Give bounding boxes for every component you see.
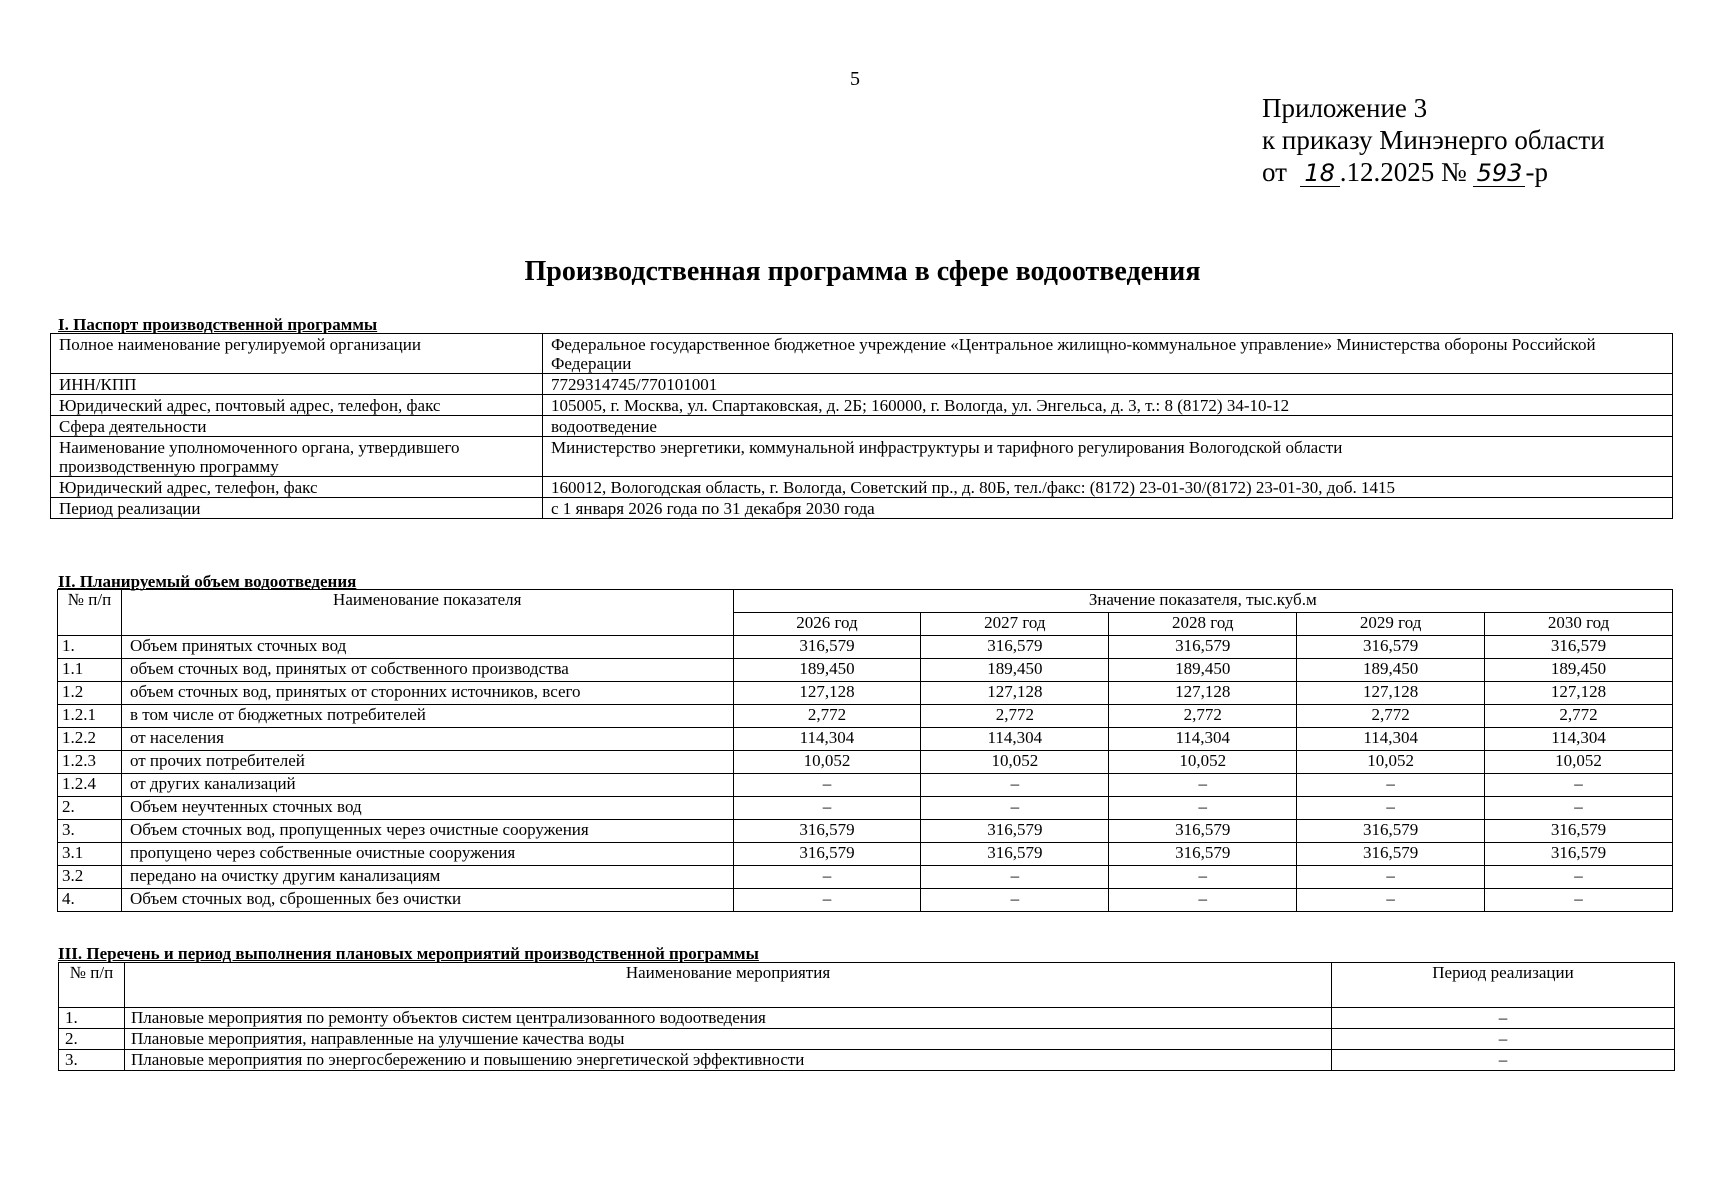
appendix-header bbox=[1262, 92, 1605, 188]
volume-value-cell: 127,128 bbox=[1297, 682, 1485, 705]
appendix-line2: к приказу Минэнерго области bbox=[1262, 125, 1605, 155]
volume-row-name: Объем сточных вод, пропущенных через очистные сооружения bbox=[121, 820, 733, 843]
volume-row bbox=[58, 705, 1673, 728]
volume-value-cell: 316,579 bbox=[1109, 820, 1297, 843]
passport-row bbox=[51, 498, 1673, 519]
volume-value-cell: 127,128 bbox=[921, 682, 1109, 705]
volume-value-cell: – bbox=[733, 797, 921, 820]
volume-value-cell: 316,579 bbox=[1485, 843, 1673, 866]
passport-label: Юридический адрес, телефон, факс bbox=[51, 477, 543, 498]
volume-year-header: 2027 год bbox=[921, 613, 1109, 636]
volume-row bbox=[58, 751, 1673, 774]
volume-table bbox=[57, 589, 1673, 912]
volume-value-cell: – bbox=[921, 774, 1109, 797]
volume-row bbox=[58, 866, 1673, 889]
volume-row-num: 1.1 bbox=[58, 659, 122, 682]
volume-value-cell: 127,128 bbox=[1109, 682, 1297, 705]
volume-value-cell: 316,579 bbox=[921, 820, 1109, 843]
volume-row-name: Объем принятых сточных вод bbox=[121, 636, 733, 659]
measures-row-period: – bbox=[1332, 1008, 1675, 1029]
volume-row-name: пропущено через собственные очистные сооружения bbox=[121, 843, 733, 866]
passport-value: 7729314745/770101001 bbox=[543, 374, 1673, 395]
passport-value: Федеральное государственное бюджетное учреждение «Центральное жилищно-коммунальное управление» Министерства обороны Российской Федерации bbox=[543, 334, 1673, 374]
volume-col-name: Наименование показателя bbox=[121, 590, 733, 636]
passport-value: с 1 января 2026 года по 31 декабря 2030 года bbox=[543, 498, 1673, 519]
volume-col-num: № п/п bbox=[58, 590, 122, 636]
volume-value-cell: 316,579 bbox=[921, 636, 1109, 659]
measures-col-num: № п/п bbox=[59, 963, 125, 1008]
appendix-line1: Приложение 3 bbox=[1262, 93, 1428, 123]
passport-row bbox=[51, 477, 1673, 498]
passport-label: ИНН/КПП bbox=[51, 374, 543, 395]
passport-row bbox=[51, 334, 1673, 374]
volume-value-cell: 189,450 bbox=[1485, 659, 1673, 682]
volume-value-cell: – bbox=[1485, 797, 1673, 820]
volume-value-cell: 2,772 bbox=[733, 705, 921, 728]
measures-row-period: – bbox=[1332, 1050, 1675, 1071]
passport-value: Министерство энергетики, коммунальной инфраструктуры и тарифного регулирования Вологодской области bbox=[543, 437, 1673, 477]
passport-table bbox=[50, 333, 1673, 519]
volume-value-cell: – bbox=[1297, 866, 1485, 889]
measures-row-num: 3. bbox=[59, 1050, 125, 1071]
date-rest: .12.2025 № bbox=[1339, 157, 1467, 187]
passport-value: водоотведение bbox=[543, 416, 1673, 437]
measures-row-name: Плановые мероприятия по энергосбережению и повышению энергетической эффективности bbox=[125, 1050, 1332, 1071]
document-title: Производственная программа в сфере водоотведения bbox=[524, 256, 1201, 287]
passport-row bbox=[51, 395, 1673, 416]
volume-row bbox=[58, 636, 1673, 659]
volume-value-cell: – bbox=[733, 889, 921, 912]
volume-value-cell: 316,579 bbox=[733, 843, 921, 866]
volume-value-cell: 189,450 bbox=[921, 659, 1109, 682]
volume-row-num: 1.2.4 bbox=[58, 774, 122, 797]
volume-value-cell: 10,052 bbox=[733, 751, 921, 774]
volume-value-cell: 316,579 bbox=[1485, 636, 1673, 659]
volume-value-cell: 316,579 bbox=[1485, 820, 1673, 843]
volume-row bbox=[58, 889, 1673, 912]
volume-value-cell: – bbox=[1109, 889, 1297, 912]
volume-value-cell: – bbox=[1485, 866, 1673, 889]
volume-year-header: 2030 год bbox=[1485, 613, 1673, 636]
volume-row-num: 1.2.1 bbox=[58, 705, 122, 728]
volume-value-cell: 114,304 bbox=[1485, 728, 1673, 751]
volume-row bbox=[58, 843, 1673, 866]
volume-row-name: от населения bbox=[121, 728, 733, 751]
volume-row-name: от других канализаций bbox=[121, 774, 733, 797]
volume-row-num: 3.2 bbox=[58, 866, 122, 889]
measures-row-num: 1. bbox=[59, 1008, 125, 1029]
passport-label: Полное наименование регулируемой организации bbox=[51, 334, 543, 374]
date-day: 18 bbox=[1300, 160, 1340, 187]
volume-value-cell: – bbox=[1297, 774, 1485, 797]
order-number: 593 bbox=[1473, 160, 1525, 187]
volume-row bbox=[58, 820, 1673, 843]
passport-label: Период реализации bbox=[51, 498, 543, 519]
volume-value-cell: – bbox=[921, 889, 1109, 912]
volume-value-cell: 127,128 bbox=[733, 682, 921, 705]
order-suffix: -р bbox=[1525, 157, 1548, 187]
volume-row-num: 3.1 bbox=[58, 843, 122, 866]
volume-row bbox=[58, 797, 1673, 820]
volume-row-num: 1.2 bbox=[58, 682, 122, 705]
volume-value-cell: 2,772 bbox=[921, 705, 1109, 728]
volume-row-name: Объем неучтенных сточных вод bbox=[121, 797, 733, 820]
volume-value-cell: – bbox=[1297, 889, 1485, 912]
volume-year-header: 2028 год bbox=[1109, 613, 1297, 636]
volume-value-cell: 10,052 bbox=[1297, 751, 1485, 774]
volume-heading: II. Планируемый объем водоотведения bbox=[58, 572, 357, 591]
volume-value-cell: 10,052 bbox=[921, 751, 1109, 774]
appendix-date-line bbox=[1262, 156, 1605, 188]
volume-value-cell: – bbox=[1109, 797, 1297, 820]
volume-row-num: 1.2.3 bbox=[58, 751, 122, 774]
volume-value-cell: 114,304 bbox=[1297, 728, 1485, 751]
volume-value-cell: – bbox=[1297, 797, 1485, 820]
volume-value-cell: 114,304 bbox=[1109, 728, 1297, 751]
measures-table bbox=[58, 962, 1675, 1071]
measures-row-name: Плановые мероприятия по ремонту объектов систем централизованного водоотведения bbox=[125, 1008, 1332, 1029]
volume-year-header: 2026 год bbox=[733, 613, 921, 636]
volume-row-num: 3. bbox=[58, 820, 122, 843]
page-number: 5 bbox=[850, 68, 860, 90]
measures-heading: III. Перечень и период выполнения плановых мероприятий производственной программы bbox=[58, 944, 759, 963]
volume-row bbox=[58, 728, 1673, 751]
passport-row bbox=[51, 416, 1673, 437]
volume-row-num: 1. bbox=[58, 636, 122, 659]
volume-row-name: передано на очистку другим канализациям bbox=[121, 866, 733, 889]
passport-row bbox=[51, 374, 1673, 395]
volume-value-cell: 2,772 bbox=[1109, 705, 1297, 728]
measures-row-period: – bbox=[1332, 1029, 1675, 1050]
volume-row-name: в том числе от бюджетных потребителей bbox=[121, 705, 733, 728]
passport-label: Юридический адрес, почтовый адрес, телефон, факс bbox=[51, 395, 543, 416]
volume-value-cell: 189,450 bbox=[1297, 659, 1485, 682]
measures-col-period: Период реализации bbox=[1332, 963, 1675, 1008]
passport-heading: I. Паспорт производственной программы bbox=[58, 315, 378, 334]
volume-value-cell: 316,579 bbox=[1297, 636, 1485, 659]
volume-value-cell: 316,579 bbox=[1297, 820, 1485, 843]
volume-col-value: Значение показателя, тыс.куб.м bbox=[733, 590, 1672, 613]
volume-row-name: объем сточных вод, принятых от сторонних источников, всего bbox=[121, 682, 733, 705]
volume-value-cell: 114,304 bbox=[733, 728, 921, 751]
measures-row-name: Плановые мероприятия, направленные на улучшение качества воды bbox=[125, 1029, 1332, 1050]
volume-value-cell: 316,579 bbox=[1297, 843, 1485, 866]
volume-row-num: 1.2.2 bbox=[58, 728, 122, 751]
volume-value-cell: – bbox=[1485, 774, 1673, 797]
volume-value-cell: – bbox=[921, 797, 1109, 820]
volume-value-cell: 10,052 bbox=[1485, 751, 1673, 774]
volume-year-header: 2029 год bbox=[1297, 613, 1485, 636]
volume-row-num: 2. bbox=[58, 797, 122, 820]
volume-value-cell: 316,579 bbox=[1109, 843, 1297, 866]
volume-value-cell: 316,579 bbox=[733, 820, 921, 843]
volume-value-cell: – bbox=[1485, 889, 1673, 912]
volume-row-name: объем сточных вод, принятых от собственного производства bbox=[121, 659, 733, 682]
volume-value-cell: 127,128 bbox=[1485, 682, 1673, 705]
volume-row-num: 4. bbox=[58, 889, 122, 912]
measures-row-num: 2. bbox=[59, 1029, 125, 1050]
volume-value-cell: 2,772 bbox=[1485, 705, 1673, 728]
volume-value-cell: 316,579 bbox=[921, 843, 1109, 866]
volume-row-name: от прочих потребителей bbox=[121, 751, 733, 774]
volume-value-cell: – bbox=[733, 774, 921, 797]
passport-value: 160012, Вологодская область, г. Вологда, Советский пр., д. 80Б, тел./факс: (8172) 23-01-30/(8172) 23-01-30, доб. 1415 bbox=[543, 477, 1673, 498]
volume-row-name: Объем сточных вод, сброшенных без очистки bbox=[121, 889, 733, 912]
volume-row bbox=[58, 659, 1673, 682]
volume-row bbox=[58, 774, 1673, 797]
measures-col-name: Наименование мероприятия bbox=[125, 963, 1332, 1008]
volume-value-cell: – bbox=[921, 866, 1109, 889]
volume-row bbox=[58, 682, 1673, 705]
volume-value-cell: 189,450 bbox=[1109, 659, 1297, 682]
volume-value-cell: – bbox=[1109, 866, 1297, 889]
measures-row bbox=[59, 1050, 1675, 1071]
volume-value-cell: 316,579 bbox=[733, 636, 921, 659]
volume-value-cell: – bbox=[1109, 774, 1297, 797]
volume-value-cell: 2,772 bbox=[1297, 705, 1485, 728]
date-prefix: от bbox=[1262, 157, 1287, 187]
volume-value-cell: 189,450 bbox=[733, 659, 921, 682]
passport-label: Наименование уполномоченного органа, утвердившего производственную программу bbox=[51, 437, 543, 477]
volume-value-cell: 316,579 bbox=[1109, 636, 1297, 659]
measures-row bbox=[59, 1008, 1675, 1029]
volume-value-cell: 114,304 bbox=[921, 728, 1109, 751]
passport-value: 105005, г. Москва, ул. Спартаковская, д. 2Б; 160000, г. Вологда, ул. Энгельса, д. 3, т.: 8 (8172) 34-10-12 bbox=[543, 395, 1673, 416]
measures-row bbox=[59, 1029, 1675, 1050]
passport-row bbox=[51, 437, 1673, 477]
volume-value-cell: 10,052 bbox=[1109, 751, 1297, 774]
volume-value-cell: – bbox=[733, 866, 921, 889]
passport-label: Сфера деятельности bbox=[51, 416, 543, 437]
